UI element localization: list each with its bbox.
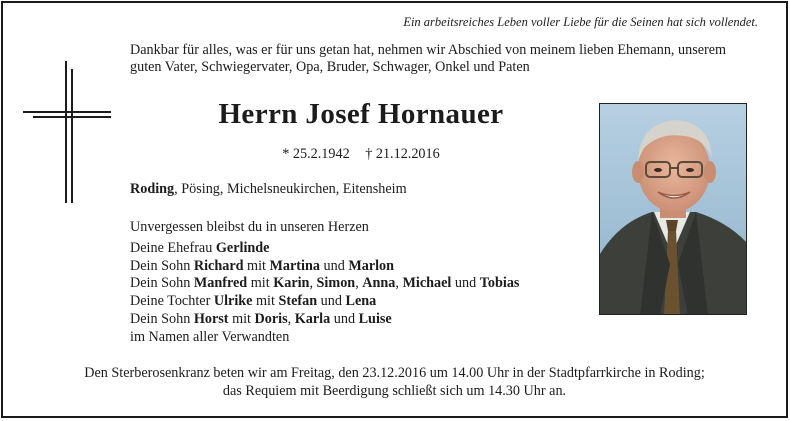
family-member-name: Michael [402, 275, 452, 292]
family-line [130, 240, 519, 258]
family-text: mit [247, 275, 274, 292]
service-notice [3, 364, 786, 400]
family-member-name: Richard [193, 257, 244, 274]
family-member-name: Doris [254, 310, 288, 327]
family-line [130, 293, 519, 311]
family-member-name: Manfred [193, 275, 248, 292]
family-member-name: Horst [193, 310, 229, 327]
cross-icon [23, 61, 115, 203]
family-line [130, 311, 519, 329]
family-member-name: Gerlinde [215, 240, 270, 256]
family-line [130, 329, 519, 347]
family-text: , [309, 275, 317, 292]
portrait-photo [599, 103, 747, 315]
memory-line: Unvergessen bleibst du in unseren Herzen [130, 219, 369, 235]
family-member-name: Anna [362, 275, 396, 292]
place-main: Roding [130, 181, 175, 197]
family-text: , [395, 275, 403, 292]
family-text: Deine Ehefrau [130, 240, 216, 256]
intro-text [130, 42, 770, 76]
family-text: mit [252, 293, 279, 310]
places-other: , Pösing, Michelsneukirchen, Eitensheim [174, 181, 407, 197]
family-member-name: Luise [358, 310, 392, 327]
family-member-name: Ulrike [213, 293, 253, 310]
family-member-name: Simon [316, 275, 356, 292]
family-member-name: Karin [273, 275, 310, 292]
family-text: Deine Tochter [130, 293, 214, 310]
family-member-name: Tobias [479, 275, 520, 292]
family-text: , [355, 275, 363, 292]
family-member-name: Stefan [278, 293, 318, 310]
family-text: mit [228, 310, 255, 327]
intro-line: Dankbar für alles, was er für uns getan hat, nehmen wir Abschied von meinem lieben Ehemann, unserem [130, 42, 727, 58]
family-text: mit [243, 257, 270, 274]
places [130, 181, 407, 198]
birth-date: * 25.2.1942 [282, 146, 350, 162]
life-dates [130, 146, 592, 163]
family-text: und [451, 275, 480, 292]
deceased-name: Herrn Josef Hornauer [218, 98, 504, 130]
family-text: und [319, 257, 349, 274]
notice-line: Den Sterberosenkranz beten wir am Freitag, den 23.12.2016 um 14.00 Uhr in der Stadtpfarrkirche in Roding; [84, 365, 705, 381]
family-text: Dein Sohn [130, 275, 194, 292]
motto: Ein arbeitsreiches Leben voller Liebe für die Seinen hat sich vollendet. [403, 15, 758, 29]
notice-line: das Requiem mit Beerdigung schließt sich um 14.30 Uhr an. [222, 383, 567, 399]
family-line [130, 258, 519, 276]
death-date: † 21.12.2016 [365, 146, 440, 162]
family-text: , [287, 310, 295, 327]
family-member-name: Marlon [348, 257, 395, 274]
family-text: Dein Sohn [130, 257, 194, 274]
family-text: Dein Sohn [130, 310, 194, 327]
family-line [130, 275, 519, 293]
family-text: im Namen aller Verwandten [130, 328, 290, 345]
family-member-name: Lena [345, 293, 377, 310]
obituary-card [1, 1, 788, 418]
family-member-name: Karla [294, 310, 331, 327]
family-list [130, 240, 519, 346]
family-member-name: Martina [269, 257, 320, 274]
family-text: und [330, 310, 359, 327]
intro-line: guten Vater, Schwiegervater, Opa, Bruder, Schwager, Onkel und Paten [130, 59, 530, 75]
family-text: und [317, 293, 346, 310]
